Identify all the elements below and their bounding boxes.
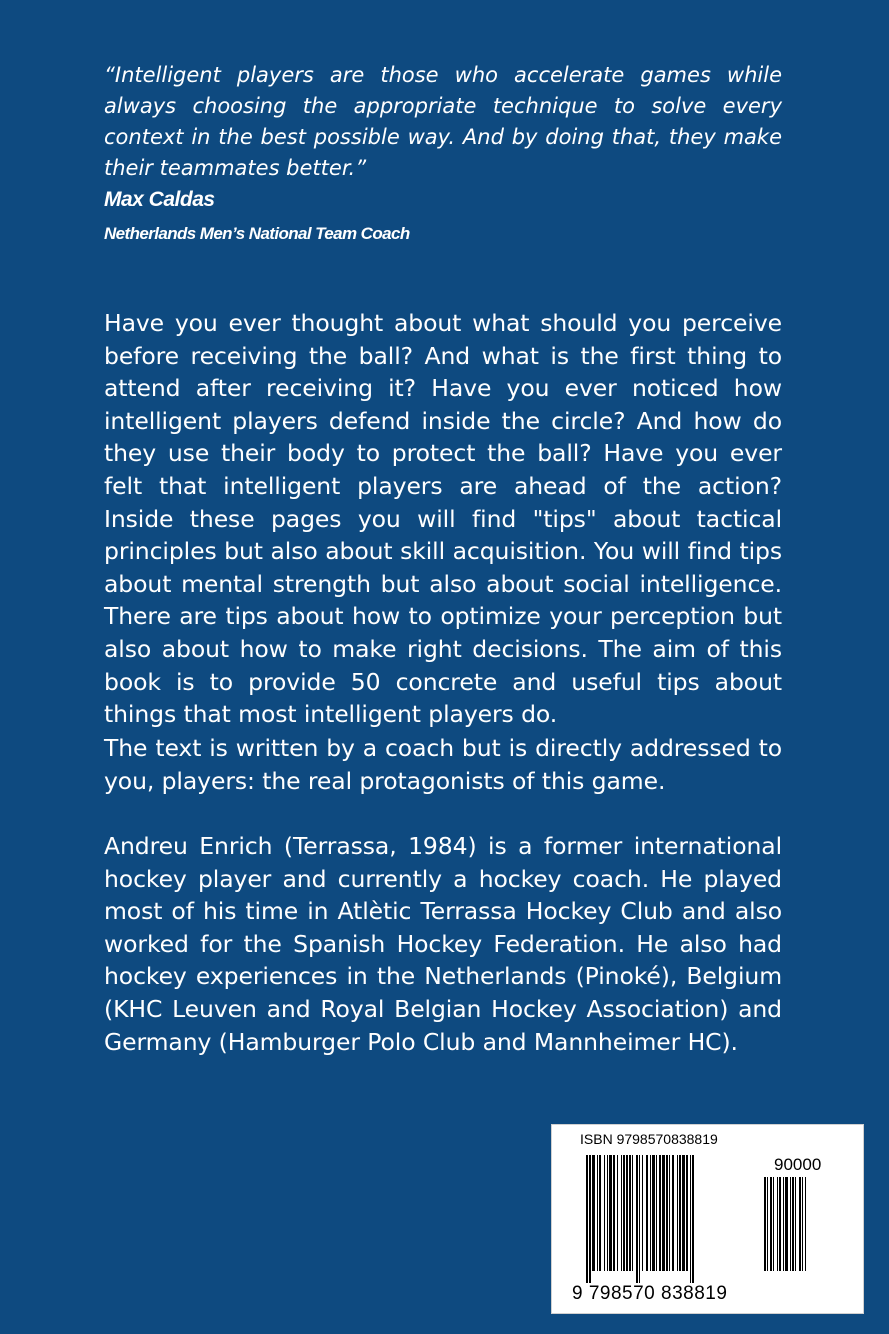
isbn-barcode bbox=[551, 1124, 864, 1314]
quote-author-role: Netherlands Men’s National Team Coach bbox=[104, 224, 410, 243]
ean-barcode-bars bbox=[586, 1155, 758, 1283]
book-description-addressed: The text is written by a coach but is directly addressed to you, players: the real protagonists of this game. bbox=[104, 734, 782, 795]
isbn-label: ISBN 9798570838819 bbox=[580, 1131, 718, 1147]
quote-author: Max Caldas bbox=[104, 188, 215, 211]
addon-barcode-bars bbox=[764, 1177, 828, 1283]
price-code: 90000 bbox=[774, 1155, 822, 1174]
book-description: Have you ever thought about what should you perceive before receiving the ball? And what is the first thing to attend after receiving it? Have you ever noticed how intelligent players defend inside the circle? And how do they use their body to protect the ball? Have you ever felt that intelligent players are ahead of the action? Inside these pages you will find "tips" about tactical principles but also about skill acquisition. You will find tips about mental strength but also about social intelligence. There are tips about how to optimize your perception but also about how to make right decisions. The aim of this book is to provide 50 concrete and useful tips about things that most intelligent players do. bbox=[104, 309, 782, 729]
author-bio: Andreu Enrich (Terrassa, 1984) is a former international hockey player and currently a hockey coach. He played most of his time in Atlètic Terrassa Hockey Club and also worked for the Spanish Hockey Federation. He also had hockey experiences in the Netherlands (Pinoké), Belgium (KHC Leuven and Royal Belgian Hockey Association) and Germany (Hamburger Polo Club and Mannheimer HC). bbox=[104, 832, 782, 1056]
back-cover-quote: “Intelligent players are those who accelerate games while always choosing the appropriate technique to solve every context in the best possible way. And by doing that, they make their teammates better.” bbox=[104, 63, 782, 180]
ean-digits: 9 798570 838819 bbox=[572, 1283, 728, 1304]
